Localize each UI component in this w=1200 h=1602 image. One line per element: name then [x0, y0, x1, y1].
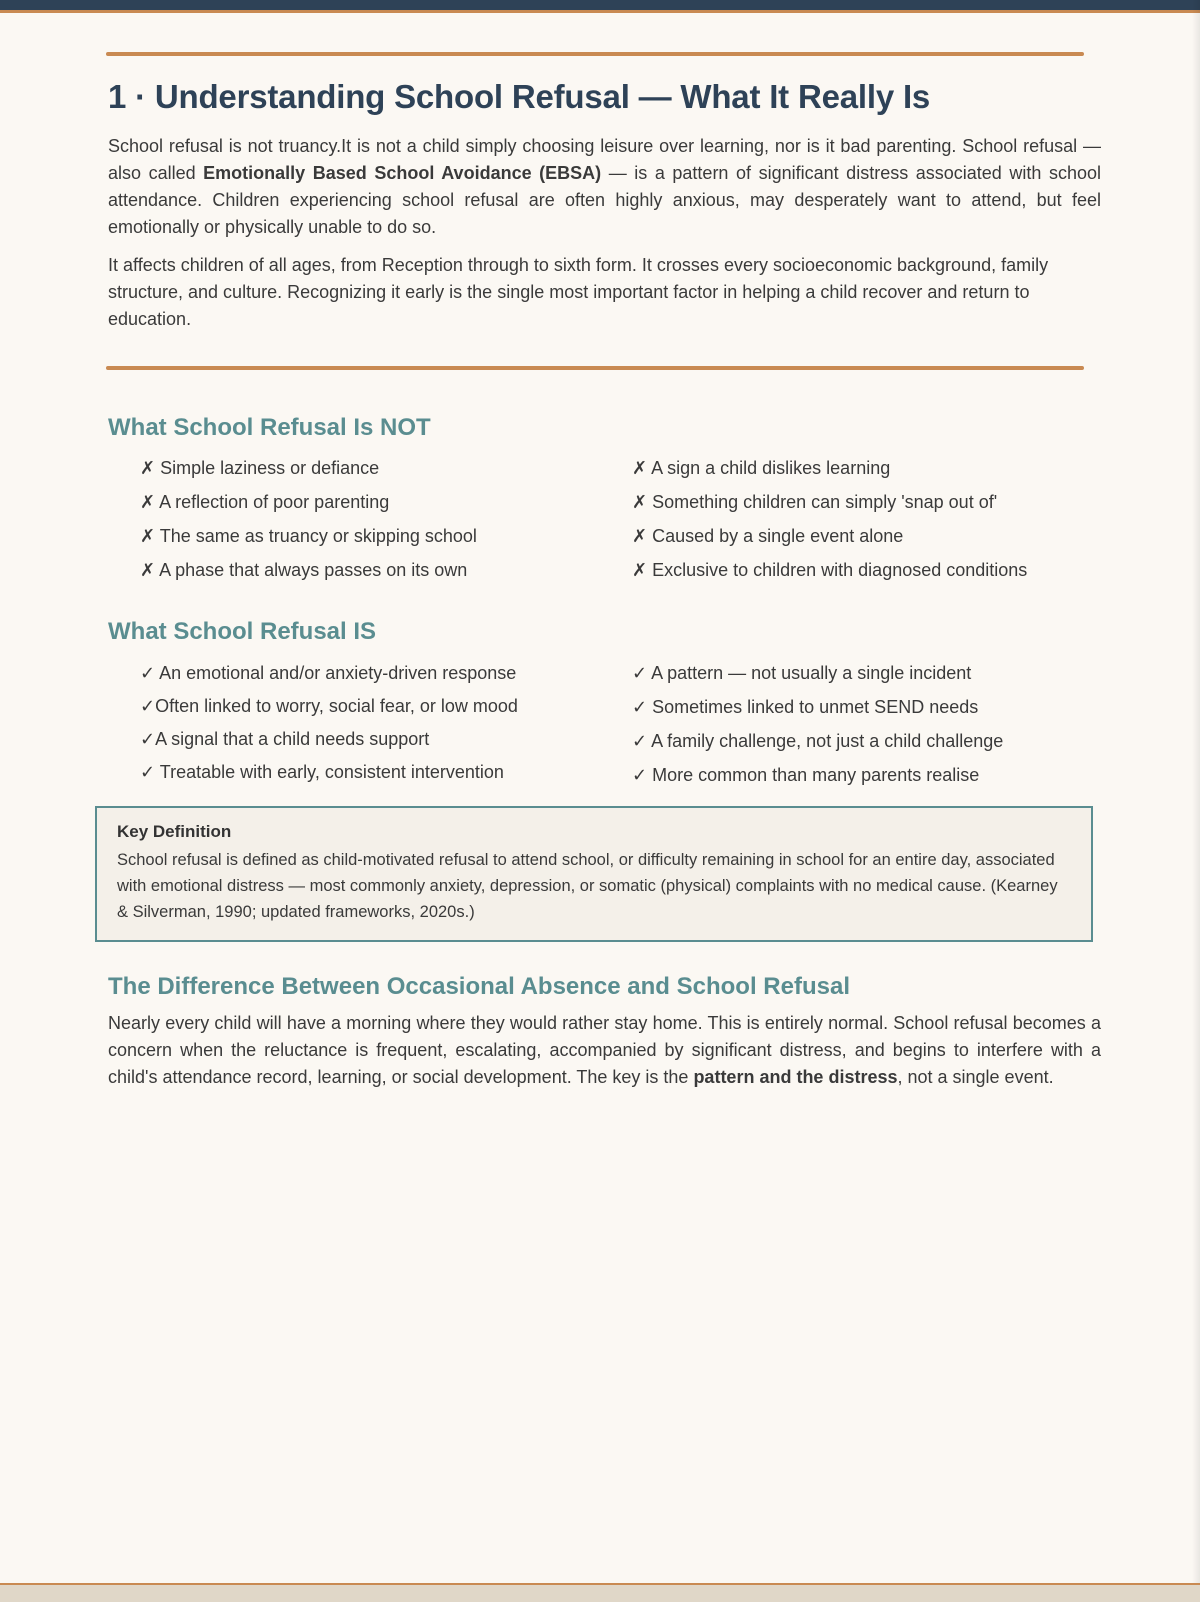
is-list-item: ✓ Sometimes linked to unmet SEND needs	[632, 697, 979, 717]
is-list-item: ✓ A family challenge, not just a child challenge	[632, 731, 1004, 751]
not-list-item: ✗ A sign a child dislikes learning	[632, 458, 891, 478]
is-list-item: ✓ A pattern — not usually a single incident	[632, 663, 972, 683]
page-title: 1 · Understanding School Refusal — What It Really Is	[108, 78, 931, 115]
difference-section-heading: The Difference Between Occasional Absence and School Refusal	[108, 973, 850, 1000]
page-edge-shadow	[1192, 0, 1200, 1600]
divider-middle	[106, 366, 1084, 370]
not-list-item: ✗ A reflection of poor parenting	[140, 492, 390, 512]
difference-text-a: Nearly every child will have a morning where they would rather stay home. This is entirely normal. School refusal becomes a concern when the reluctance is frequent, escalating, accompanied by significant distress, and begins to interfere with a child's attendance record, learning, or social development. The key is the	[108, 1013, 1101, 1087]
intro-text-b: — is a pattern of significant distress associated with school attendance. Children experiencing school refusal are often highly anxious, may desperately want to attend, but feel emotionally or physically unable to do so.	[108, 163, 1101, 237]
difference-text-b: , not a single event.	[897, 1067, 1054, 1087]
key-definition-box	[95, 806, 1093, 942]
top-header-bar	[0, 0, 1200, 10]
bottom-band	[0, 1583, 1200, 1602]
intro-paragraph-2: It affects children of all ages, from Reception through to sixth form. It crosses every socioeconomic background, family structure, and culture. Recognizing it early is the single most important factor in helping a child recover and return to education.	[108, 255, 1049, 329]
not-list-item: ✗ A phase that always passes on its own	[140, 560, 468, 580]
not-section-heading: What School Refusal Is NOT	[108, 414, 431, 441]
intro-text-a: School refusal is not truancy.It is not a child simply choosing leisure over learning, nor is it bad parenting. School refusal — also called	[108, 136, 1101, 183]
intro-text-bold: Emotionally Based School Avoidance (EBSA)	[203, 163, 602, 183]
key-definition-body: School refusal is defined as child-motivated refusal to attend school, or difficulty remaining in school for an entire day, associated with emotional distress — most commonly anxiety, depression, or somatic (physical) complaints with no medical cause. (Kearney & Silverman, 1990; updated frameworks, 2020s.)	[117, 851, 1058, 921]
intro-paragraph-1	[108, 133, 1101, 241]
top-accent-line	[0, 10, 1200, 13]
is-list-item: ✓ Treatable with early, consistent intervention	[140, 762, 504, 782]
is-list-item: ✓A signal that a child needs support	[140, 729, 430, 749]
not-list-item: ✗ The same as truancy or skipping school	[140, 526, 477, 546]
not-list-item: ✗ Exclusive to children with diagnosed conditions	[632, 560, 1028, 580]
is-list-item: ✓ An emotional and/or anxiety-driven response	[140, 663, 517, 683]
is-section-heading: What School Refusal IS	[108, 618, 377, 645]
difference-paragraph	[108, 1010, 1101, 1091]
divider-top	[106, 52, 1084, 56]
not-list-item: ✗ Simple laziness or defiance	[140, 458, 380, 478]
difference-text-bold: pattern and the distress	[693, 1067, 898, 1087]
not-list-item: ✗ Something children can simply 'snap out of'	[632, 492, 998, 512]
is-list-item: ✓Often linked to worry, social fear, or low mood	[140, 696, 518, 716]
key-definition-title: Key Definition	[117, 822, 232, 841]
not-list-item: ✗ Caused by a single event alone	[632, 526, 904, 546]
is-list-item: ✓ More common than many parents realise	[632, 765, 980, 785]
